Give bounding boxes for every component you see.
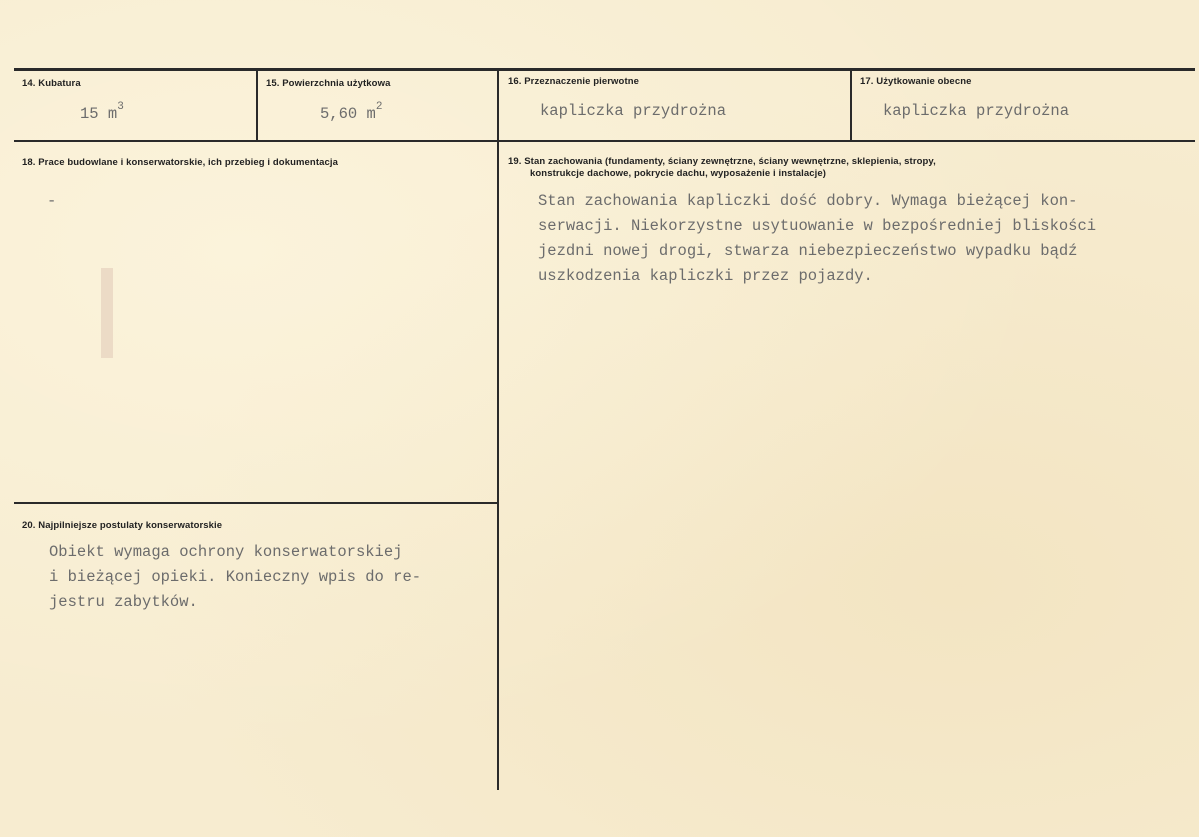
- header-row-bottom-rule: [14, 140, 1195, 142]
- field-20-line: Obiekt wymaga ochrony konserwatorskiej: [49, 543, 403, 561]
- field-18-label: 18. Prace budowlane i konserwatorskie, ich przebieg i dokumentacja: [22, 157, 338, 168]
- field-19-text: [538, 189, 1096, 289]
- field-20-label: 20. Najpilniejsze postulaty konserwatorskie: [22, 520, 223, 531]
- field-17-label: 17. Użytkowanie obecne: [860, 76, 972, 87]
- field-17-value: kapliczka przydrożna: [883, 102, 1070, 120]
- field-20-line: i bieżącej opieki. Konieczny wpis do re-: [49, 568, 422, 586]
- field-19-line: serwacji. Niekorzystne usytuowanie w bezpośredniej bliskości: [538, 217, 1097, 235]
- field-16-value: kapliczka przydrożna: [540, 102, 727, 120]
- paper-smudge: [101, 268, 113, 358]
- field-19-label-continuation: konstrukcje dachowe, pokrycie dachu, wyposażenie i instalacje): [530, 168, 827, 179]
- field-20-line: jestru zabytków.: [49, 593, 198, 611]
- section-18-20-rule: [14, 502, 498, 504]
- field-20-text: [49, 540, 421, 615]
- field-19-line: Stan zachowania kapliczki dość dobry. Wymaga bieżącej kon-: [538, 192, 1078, 210]
- field-16-label: 16. Przeznaczenie pierwotne: [508, 76, 639, 87]
- field-14-exponent: 3: [117, 101, 124, 113]
- divider-main-vertical: [497, 70, 499, 790]
- field-15-exponent: 2: [375, 101, 383, 113]
- field-14-value: 15 $m^3$: [80, 101, 124, 124]
- divider-16-17: [850, 70, 852, 141]
- field-19-line: jezdni nowej drogi, stwarza niebezpieczeństwo wypadku bądź: [538, 242, 1078, 260]
- divider-14-15: [256, 70, 258, 141]
- top-rule: [14, 68, 1195, 71]
- field-18-value: -: [47, 192, 57, 210]
- field-15-label: 15. Powierzchnia użytkowa: [266, 78, 391, 89]
- field-15-value: 5,60 $m^2$: [320, 101, 383, 124]
- field-19-line: uszkodzenia kapliczki przez pojazdy.: [538, 267, 873, 285]
- field-14-label: 14. Kubatura: [22, 78, 81, 89]
- field-19-label: 19. Stan zachowania (fundamenty, ściany zewnętrzne, ściany wewnętrzne, sklepienia, stropy, konstrukcje dachowe, pokrycie dachu, wyposażenie i instalacje): [508, 156, 936, 179]
